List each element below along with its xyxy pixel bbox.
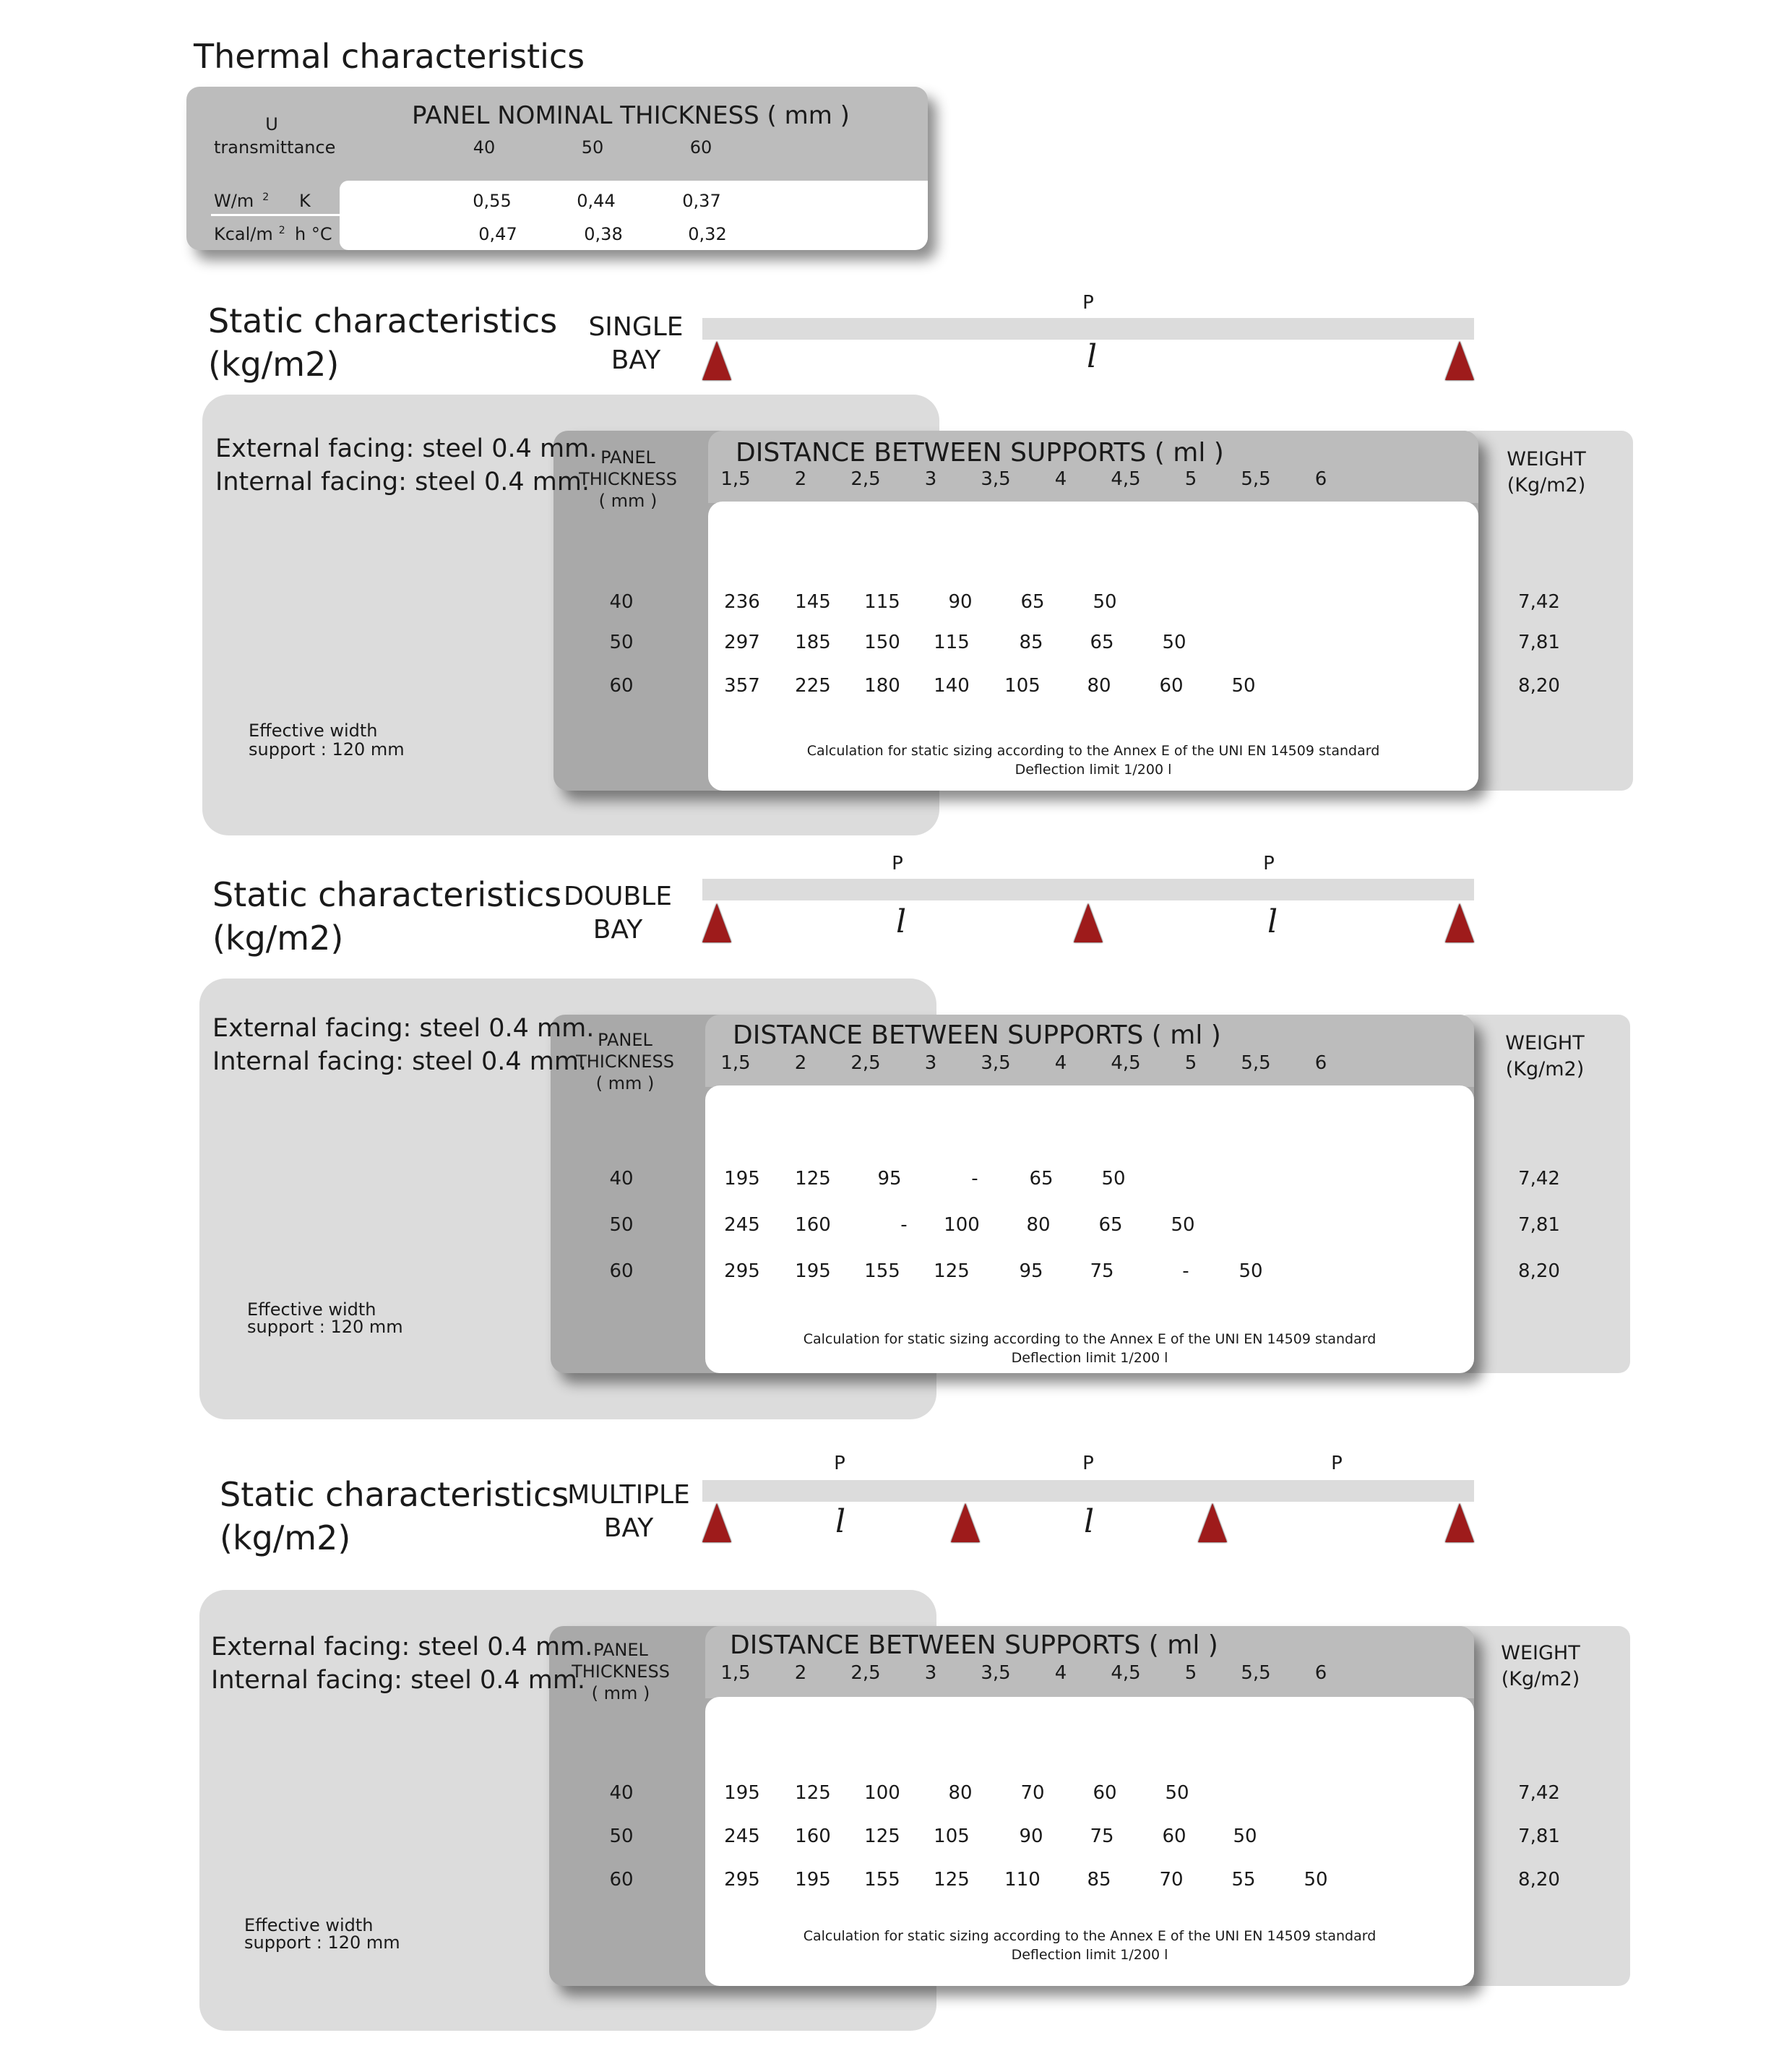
thermal-value: 0,55 xyxy=(473,191,512,211)
distance-tick: 4,5 xyxy=(1111,468,1141,490)
load-value: 90 xyxy=(948,591,973,613)
load-value: 125 xyxy=(864,1826,900,1847)
load-value: 110 xyxy=(1004,1869,1041,1891)
distance-tick: 4 xyxy=(1054,468,1067,490)
load-value: 155 xyxy=(864,1869,900,1891)
thermal-unit: W/m $^2$ xyxy=(214,191,270,211)
weight-value: 7,81 xyxy=(1518,1214,1560,1236)
table-row xyxy=(593,632,1619,658)
support-triangle xyxy=(1074,903,1103,942)
load-value: 50 xyxy=(1239,1260,1263,1282)
load-value: 65 xyxy=(1098,1214,1123,1236)
distance-header: DISTANCE BETWEEN SUPPORTS ( ml ) xyxy=(736,438,1224,468)
support-triangle xyxy=(1445,1503,1474,1542)
distance-tick: 5 xyxy=(1184,468,1197,490)
thermal-value: 0,32 xyxy=(688,224,727,244)
thermal-value: 0,37 xyxy=(682,191,721,211)
load-value: 65 xyxy=(1020,591,1045,613)
effective-width: Effective width support : 120 mm xyxy=(247,1299,403,1337)
load-value: 50 xyxy=(1162,632,1186,653)
support-triangle xyxy=(702,341,731,380)
load-value: 245 xyxy=(724,1214,760,1236)
span-label: l xyxy=(1083,1503,1095,1540)
thermal-unit-rest: K xyxy=(299,191,311,211)
load-value: 195 xyxy=(795,1869,831,1891)
effective-width: Effective width support : 120 mm xyxy=(244,1915,400,1953)
load-value: 160 xyxy=(795,1214,831,1236)
load-value: 115 xyxy=(864,591,900,613)
support-triangle xyxy=(702,1503,731,1542)
load-value: 295 xyxy=(724,1260,760,1282)
load-value: 150 xyxy=(864,632,900,653)
distance-tick: 3 xyxy=(924,468,937,490)
static-title: Static characteristics xyxy=(220,1475,569,1514)
distance-ticks xyxy=(715,468,1438,494)
thermal-unit: Kcal/m $^2$ xyxy=(214,224,285,244)
load-value: 115 xyxy=(934,632,970,653)
load-value: 195 xyxy=(795,1260,831,1282)
load-value: 65 xyxy=(1090,632,1114,653)
thermal-value: 0,44 xyxy=(577,191,616,211)
load-value: 105 xyxy=(934,1826,970,1847)
table-row xyxy=(593,1826,1619,1852)
distance-tick: 2,5 xyxy=(850,468,881,490)
load-value: 55 xyxy=(1231,1869,1256,1891)
distance-tick: 4 xyxy=(1054,1052,1067,1074)
load-value: 195 xyxy=(724,1168,760,1190)
distance-ticks xyxy=(715,1662,1438,1688)
table-row xyxy=(593,675,1619,701)
load-label: P xyxy=(1331,1453,1343,1474)
facing-info: External facing: steel 0.4 mm. Internal facing: steel 0.4 mm. xyxy=(215,434,598,496)
load-value: 80 xyxy=(1087,675,1111,697)
load-value: 80 xyxy=(948,1782,973,1804)
load-value: 185 xyxy=(795,632,831,653)
thermal-thickness: 50 xyxy=(581,137,604,158)
beam xyxy=(702,318,1474,340)
facing-info: External facing: steel 0.4 mm. Internal facing: steel 0.4 mm. xyxy=(211,1633,593,1695)
distance-tick: 4,5 xyxy=(1111,1052,1141,1074)
load-value: 75 xyxy=(1090,1260,1114,1282)
load-value: 225 xyxy=(795,675,831,697)
load-value: 160 xyxy=(795,1826,831,1847)
distance-tick: 6 xyxy=(1314,468,1327,490)
load-value: - xyxy=(971,1168,978,1190)
weight-value: 7,42 xyxy=(1518,1168,1560,1190)
thermal-thickness: 40 xyxy=(473,137,496,158)
load-value: 60 xyxy=(1162,1826,1186,1847)
calculation-note: Calculation for static sizing according to the Annex E of the UNI EN 14509 standard Deflection limit 1/200 l xyxy=(803,1928,1377,1963)
support-triangle xyxy=(702,903,731,942)
distance-tick: 5 xyxy=(1184,1662,1197,1684)
load-value: 85 xyxy=(1087,1869,1111,1891)
distance-tick: 5,5 xyxy=(1241,468,1271,490)
weight-value: 7,42 xyxy=(1518,1782,1560,1804)
load-label: P xyxy=(1082,1453,1094,1474)
load-value: 50 xyxy=(1165,1782,1189,1804)
load-label: P xyxy=(1263,853,1275,874)
distance-tick: 2 xyxy=(794,468,807,490)
table-row xyxy=(593,1168,1619,1194)
panel-thickness-header: PANEL THICKNESS ( mm ) xyxy=(572,1640,670,1703)
load-value: 70 xyxy=(1020,1782,1045,1804)
distance-header: DISTANCE BETWEEN SUPPORTS ( ml ) xyxy=(733,1020,1221,1050)
load-value: 180 xyxy=(864,675,900,697)
table-row xyxy=(593,1214,1619,1240)
load-value: 125 xyxy=(934,1260,970,1282)
distance-tick: 3,5 xyxy=(981,468,1011,490)
table-row xyxy=(593,1260,1619,1286)
distance-tick: 6 xyxy=(1314,1052,1327,1074)
weight-value: 7,81 xyxy=(1518,1826,1560,1847)
load-label: P xyxy=(1082,292,1094,314)
distance-tick: 1,5 xyxy=(720,1052,751,1074)
load-value: - xyxy=(900,1214,908,1236)
distance-tick: 2 xyxy=(794,1052,807,1074)
span-label: l xyxy=(835,1503,846,1540)
beam xyxy=(702,879,1474,900)
static-title-unit: (kg/m2) xyxy=(212,919,344,958)
row-thickness: 60 xyxy=(609,675,634,697)
panel-thickness-header: PANEL THICKNESS ( mm ) xyxy=(576,1030,674,1093)
u-label: U xyxy=(265,114,278,134)
load-value: 80 xyxy=(1026,1214,1051,1236)
load-value: 50 xyxy=(1093,591,1117,613)
load-value: 105 xyxy=(1004,675,1041,697)
load-value: 155 xyxy=(864,1260,900,1282)
load-value: - xyxy=(1182,1260,1189,1282)
effective-width: Effective width support : 120 mm xyxy=(249,721,405,760)
load-value: 145 xyxy=(795,591,831,613)
distance-tick: 5 xyxy=(1184,1052,1197,1074)
weight-value: 8,20 xyxy=(1518,1260,1560,1282)
calculation-note: Calculation for static sizing according to the Annex E of the UNI EN 14509 standard Deflection limit 1/200 l xyxy=(803,1331,1377,1366)
load-value: 100 xyxy=(864,1782,900,1804)
load-value: 95 xyxy=(1019,1260,1043,1282)
distance-tick: 4 xyxy=(1054,1662,1067,1684)
facing-info: External facing: steel 0.4 mm. Internal facing: steel 0.4 mm. xyxy=(212,1014,595,1076)
weight-header: WEIGHT (Kg/m2) xyxy=(1501,1642,1580,1690)
distance-tick: 3,5 xyxy=(981,1662,1011,1684)
weight-value: 8,20 xyxy=(1518,1869,1560,1891)
load-value: 50 xyxy=(1304,1869,1328,1891)
load-value: 50 xyxy=(1233,1826,1257,1847)
load-value: 100 xyxy=(944,1214,980,1236)
span-label: l xyxy=(895,903,907,940)
thermal-value: 0,38 xyxy=(584,224,623,244)
weight-value: 8,20 xyxy=(1518,675,1560,697)
row-thickness: 40 xyxy=(609,591,634,613)
load-value: 85 xyxy=(1019,632,1043,653)
load-value: 125 xyxy=(795,1782,831,1804)
load-value: 60 xyxy=(1093,1782,1117,1804)
row-thickness: 60 xyxy=(609,1260,634,1282)
distance-tick: 6 xyxy=(1314,1662,1327,1684)
weight-value: 7,42 xyxy=(1518,591,1560,613)
thermal-title: Thermal characteristics xyxy=(194,37,585,76)
static-title: Static characteristics xyxy=(208,301,558,340)
distance-tick: 1,5 xyxy=(720,1662,751,1684)
row-thickness: 40 xyxy=(609,1782,634,1804)
static-title-unit: (kg/m2) xyxy=(208,345,340,384)
weight-value: 7,81 xyxy=(1518,632,1560,653)
panel-thickness-header: PANEL THICKNESS ( mm ) xyxy=(579,447,677,511)
load-value: 140 xyxy=(934,675,970,697)
row-thickness: 40 xyxy=(609,1168,634,1190)
load-value: 295 xyxy=(724,1869,760,1891)
load-value: 125 xyxy=(795,1168,831,1190)
calculation-note: Calculation for static sizing according to the Annex E of the UNI EN 14509 standard Deflection limit 1/200 l xyxy=(806,743,1380,778)
row-thickness: 50 xyxy=(609,1214,634,1236)
load-value: 357 xyxy=(724,675,760,697)
load-value: 50 xyxy=(1231,675,1256,697)
thermal-value: 0,47 xyxy=(478,224,517,244)
span-label: l xyxy=(1267,903,1278,940)
table-row xyxy=(593,1869,1619,1895)
load-value: 195 xyxy=(724,1782,760,1804)
support-triangle xyxy=(1198,1503,1227,1542)
weight-header: WEIGHT (Kg/m2) xyxy=(1507,448,1586,496)
distance-tick: 2,5 xyxy=(850,1662,881,1684)
load-value: 50 xyxy=(1101,1168,1126,1190)
distance-tick: 4,5 xyxy=(1111,1662,1141,1684)
load-value: 65 xyxy=(1029,1168,1054,1190)
load-value: 245 xyxy=(724,1826,760,1847)
distance-tick: 5,5 xyxy=(1241,1052,1271,1074)
support-triangle xyxy=(951,1503,980,1542)
load-value: 297 xyxy=(724,632,760,653)
support-triangle xyxy=(1445,341,1474,380)
row-thickness: 50 xyxy=(609,632,634,653)
distance-tick: 3 xyxy=(924,1052,937,1074)
span-label: l xyxy=(1086,338,1098,375)
distance-ticks xyxy=(715,1052,1438,1078)
distance-tick: 3,5 xyxy=(981,1052,1011,1074)
row-thickness: 50 xyxy=(609,1826,634,1847)
distance-tick: 5,5 xyxy=(1241,1662,1271,1684)
support-triangle xyxy=(1445,903,1474,942)
row-thickness: 60 xyxy=(609,1869,634,1891)
static-title: Static characteristics xyxy=(212,875,562,914)
weight-header: WEIGHT (Kg/m2) xyxy=(1505,1032,1585,1080)
load-value: 125 xyxy=(934,1869,970,1891)
load-value: 90 xyxy=(1019,1826,1043,1847)
bay-label: SINGLE BAY xyxy=(588,312,684,375)
bay-label: DOUBLE BAY xyxy=(564,882,672,945)
thermal-header: PANEL NOMINAL THICKNESS ( mm ) xyxy=(412,101,850,130)
distance-tick: 2 xyxy=(794,1662,807,1684)
thermal-unit-rest: h °C xyxy=(295,224,332,244)
load-value: 50 xyxy=(1171,1214,1195,1236)
distance-header: DISTANCE BETWEEN SUPPORTS ( ml ) xyxy=(730,1630,1218,1660)
load-label: P xyxy=(892,853,903,874)
load-value: 70 xyxy=(1159,1869,1184,1891)
bay-label: MULTIPLE BAY xyxy=(567,1480,690,1543)
table-row xyxy=(593,1782,1619,1808)
distance-tick: 2,5 xyxy=(850,1052,881,1074)
thermal-divider xyxy=(211,214,340,216)
thermal-thickness: 60 xyxy=(689,137,712,158)
static-title-unit: (kg/m2) xyxy=(220,1518,351,1557)
distance-tick: 3 xyxy=(924,1662,937,1684)
load-value: 95 xyxy=(877,1168,902,1190)
load-label: P xyxy=(834,1453,845,1474)
load-value: 236 xyxy=(724,591,760,613)
load-value: 75 xyxy=(1090,1826,1114,1847)
transmittance-label: transmittance xyxy=(214,137,336,158)
beam xyxy=(702,1480,1474,1502)
load-value: 60 xyxy=(1159,675,1184,697)
distance-tick: 1,5 xyxy=(720,468,751,490)
table-row xyxy=(593,591,1619,617)
